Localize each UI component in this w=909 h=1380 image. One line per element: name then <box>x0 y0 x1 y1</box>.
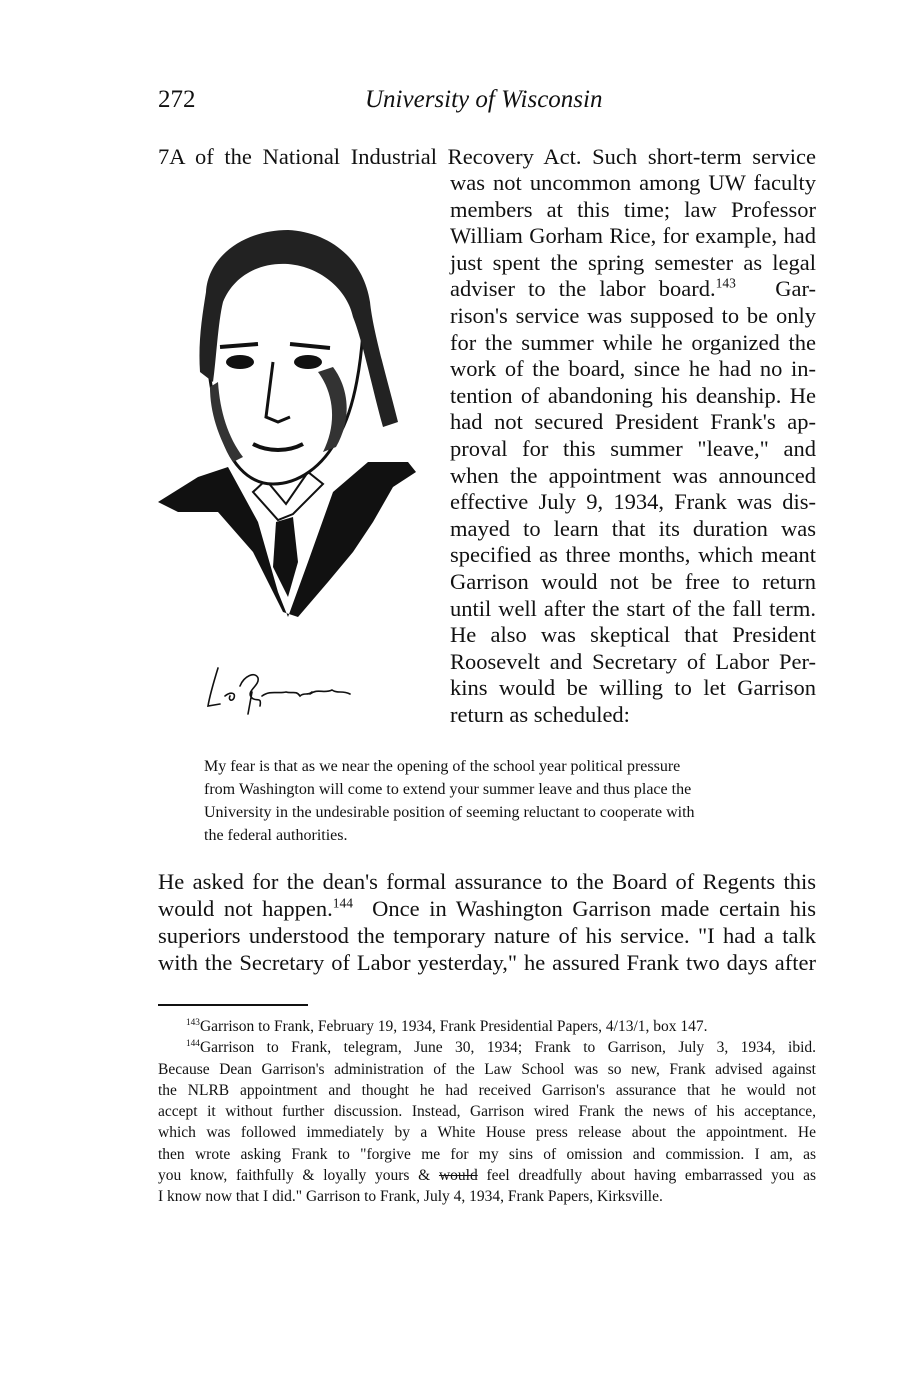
side-line: return as scheduled: <box>450 701 630 727</box>
para-text: would not happen. <box>158 896 333 921</box>
para-text: Once in Washington Garrison made certain his <box>372 896 816 921</box>
para-line: He asked for the dean's formal assurance to the Board of Regents this <box>158 869 816 894</box>
side-line: tention of abandoning his deanship. He <box>450 382 816 408</box>
footnote-divider <box>158 1004 308 1006</box>
side-line: work of the board, since he had no in- <box>450 356 816 382</box>
side-line: had not secured President Frank's ap- <box>450 409 816 435</box>
footnote-text: Garrison to Frank, telegram, June 30, 1934; Frank to Garrison, July 3, 1934, ibid. <box>199 1039 816 1057</box>
side-line-text: adviser to the labor board. <box>450 276 716 302</box>
footnote-line: then wrote asking Frank to "forgive me for my sins of omission and commission. I am, as <box>158 1145 816 1163</box>
footnote-ref-144[interactable]: 144 <box>332 895 353 911</box>
side-line: until well after the start of the fall term. <box>450 595 816 621</box>
side-line: William Gorham Rice, for example, had <box>450 223 816 249</box>
side-line: He also was skeptical that President <box>450 622 816 648</box>
portrait-sketch-icon <box>158 222 418 622</box>
side-line: Garrison would not be free to return <box>450 568 816 594</box>
footnote-line: the NLRB appointment and thought he had received Garrison's assurance that he would not <box>158 1081 816 1099</box>
struck-word: would <box>438 1167 478 1185</box>
footnote-line: I know now that I did." Garrison to Frank, July 4, 1934, Frank Papers, Kirksville. <box>158 1188 663 1206</box>
footnote-text: Garrison to Frank, February 19, 1934, Frank Presidential Papers, 4/13/1, box 147. <box>199 1018 708 1035</box>
body-first-line: 7A of the National Industrial Recovery Act. Such short-term service <box>158 144 816 169</box>
body-paragraph <box>158 868 816 976</box>
footnote-line: Because Dean Garrison's administration of the Law School was so new, Frank advised against <box>158 1060 816 1078</box>
footnote-line: which was followed immediately by a White House press release about the appointment. He <box>158 1124 816 1142</box>
quote-line: University in the undesirable position of seeming reluctant to cooperate with <box>204 804 695 821</box>
running-head: University of Wisconsin <box>365 86 603 113</box>
footnote-number: 143 <box>186 1017 200 1028</box>
footnote-number: 144 <box>186 1039 200 1050</box>
para-line: with the Secretary of Labor yesterday," he assured Frank two days after <box>158 950 816 975</box>
side-line: kins would be willing to let Garrison <box>450 675 816 701</box>
footnote-text: feel dreadfully about having embarrassed you as <box>486 1167 817 1185</box>
footnote-143 <box>158 1016 816 1037</box>
side-line: specified as three months, which meant <box>450 542 816 568</box>
side-line-with-footnote <box>450 276 816 303</box>
side-line: members at this time; law Professor <box>450 196 816 222</box>
quote-line: from Washington will come to extend your summer leave and thus place the <box>204 781 692 798</box>
side-line: for the summer while he organized the <box>450 329 816 355</box>
para-line: superiors understood the temporary nature of his service. "I had a talk <box>158 923 816 948</box>
quote-line: the federal authorities. <box>204 827 348 844</box>
footnote-text: you know, faithfully & loyally yours & <box>158 1167 431 1185</box>
side-line: when the appointment was announced <box>450 462 816 488</box>
footnote-line: accept it without further discussion. Instead, Garrison wired Frank the news of his acceptance, <box>158 1103 816 1121</box>
footnote-line-strike <box>158 1165 816 1186</box>
side-line: just spent the spring semester as legal <box>450 249 816 275</box>
side-line: effective July 9, 1934, Frank was dis- <box>450 489 816 515</box>
side-line: Roosevelt and Secretary of Labor Per- <box>450 648 816 674</box>
para-line-with-footnote <box>158 895 816 922</box>
footnotes <box>158 1016 816 1208</box>
side-line-tail: Gar- <box>775 276 817 302</box>
page-number: 272 <box>158 86 196 113</box>
side-line: mayed to learn that its duration was <box>450 515 816 541</box>
block-quote <box>204 755 772 847</box>
quote-line: My fear is that as we near the opening of the school year political pressure <box>204 758 681 775</box>
side-line: proval for this summer "leave," and <box>450 435 816 461</box>
handwritten-signature-icon <box>200 656 360 716</box>
footnote-ref-143[interactable]: 143 <box>715 275 736 291</box>
side-column-text <box>450 170 816 728</box>
footnote-144 <box>158 1037 816 1058</box>
side-line: rison's service was supposed to be only <box>450 302 816 328</box>
side-line: was not uncommon among UW faculty <box>450 170 816 195</box>
